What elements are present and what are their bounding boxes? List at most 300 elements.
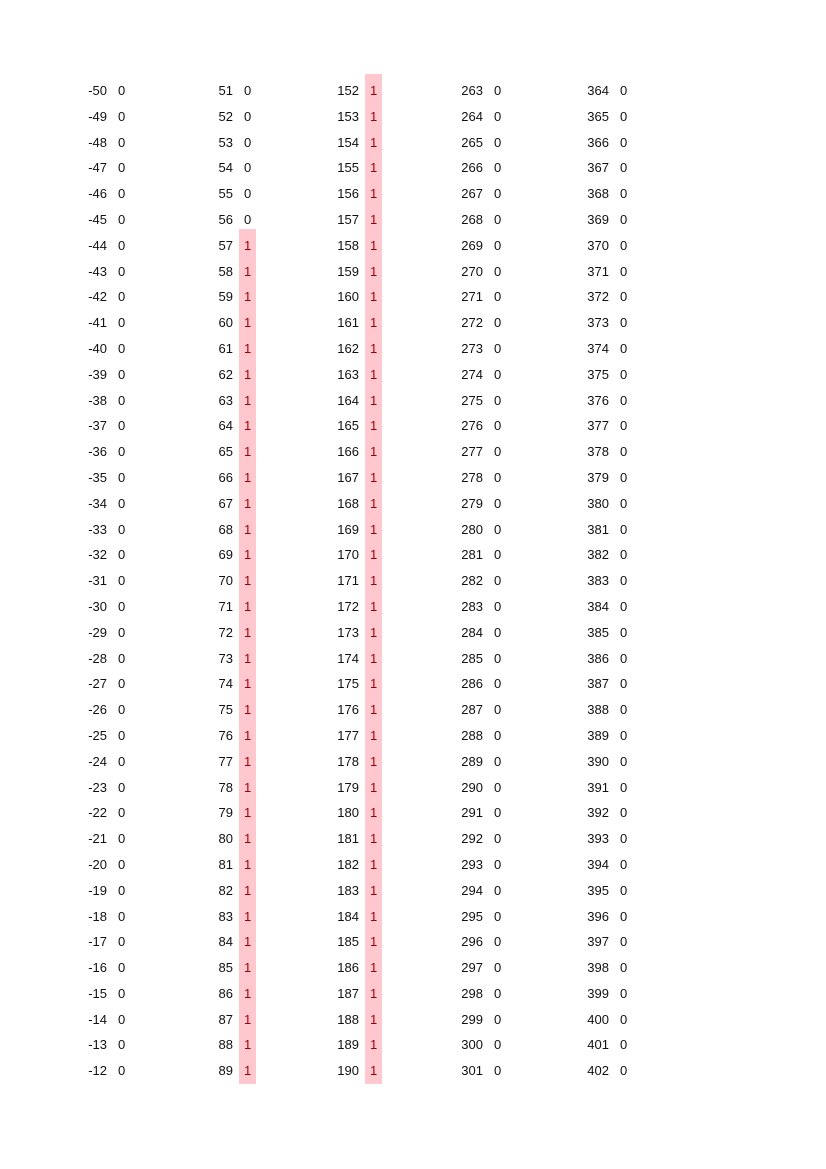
- row-number: 368: [587, 186, 609, 202]
- table-row: [202, 284, 262, 310]
- row-value: 1: [365, 155, 382, 181]
- table-row: [578, 284, 638, 310]
- row-number: -21: [88, 831, 107, 847]
- row-number: 279: [461, 495, 483, 511]
- table-row: [202, 1032, 262, 1058]
- row-number: 58: [218, 263, 233, 279]
- table-row: [328, 233, 388, 259]
- row-number: 160: [337, 289, 359, 305]
- table-row: [578, 1032, 638, 1058]
- table-row: [578, 981, 638, 1007]
- row-value: 1: [239, 826, 256, 852]
- row-number: -14: [88, 1011, 107, 1027]
- table-row: [328, 155, 388, 181]
- table-row: [578, 439, 638, 465]
- table-row: [202, 981, 262, 1007]
- row-value: 1: [239, 1032, 256, 1058]
- table-row: [452, 517, 512, 543]
- table-row: [578, 1007, 638, 1033]
- table-row: [452, 800, 512, 826]
- table-row: [76, 800, 136, 826]
- row-value: 0: [118, 856, 126, 872]
- table-row: [452, 104, 512, 130]
- row-number: 86: [218, 985, 233, 1001]
- row-value: 1: [239, 284, 256, 310]
- row-value: 0: [494, 186, 502, 202]
- row-value: 1: [239, 646, 256, 672]
- row-value: 0: [494, 315, 502, 331]
- row-number: -23: [88, 779, 107, 795]
- table-row: [202, 104, 262, 130]
- row-value: 1: [365, 749, 382, 775]
- row-value: 0: [244, 83, 252, 98]
- row-number: 79: [218, 805, 233, 821]
- row-number: 64: [218, 418, 233, 434]
- row-value: 0: [118, 211, 126, 227]
- table-row: [76, 104, 136, 130]
- table-row: [202, 413, 262, 439]
- row-value: 1: [365, 233, 382, 259]
- row-number: -44: [88, 237, 107, 253]
- row-number: 178: [337, 753, 359, 769]
- row-number: 292: [461, 831, 483, 847]
- table-row: [328, 284, 388, 310]
- row-number: 65: [218, 444, 233, 460]
- row-number: -18: [88, 908, 107, 924]
- row-number: -31: [88, 573, 107, 589]
- row-number: 52: [218, 108, 233, 124]
- row-value: 0: [494, 1011, 502, 1027]
- table-row: [202, 155, 262, 181]
- row-value: 1: [239, 568, 256, 594]
- table-row: [452, 78, 512, 104]
- row-number: 274: [461, 366, 483, 382]
- row-number: -28: [88, 650, 107, 666]
- row-value: 0: [244, 108, 252, 124]
- table-row: [578, 542, 638, 568]
- table-row: [202, 904, 262, 930]
- row-value: 0: [118, 753, 126, 769]
- row-value: 0: [494, 624, 502, 640]
- row-number: -29: [88, 624, 107, 640]
- row-number: 87: [218, 1011, 233, 1027]
- table-row: [452, 233, 512, 259]
- row-value: 0: [494, 573, 502, 589]
- row-value: 1: [365, 130, 382, 156]
- row-value: 0: [620, 779, 628, 795]
- row-number: 190: [337, 1063, 359, 1079]
- row-value: 0: [118, 702, 126, 718]
- row-number: 70: [218, 573, 233, 589]
- table-row: [76, 929, 136, 955]
- table-row: [452, 1032, 512, 1058]
- row-number: -20: [88, 856, 107, 872]
- table-row: [76, 542, 136, 568]
- row-number: 379: [587, 469, 609, 485]
- row-value: 1: [239, 542, 256, 568]
- row-value: 0: [118, 805, 126, 821]
- row-value: 1: [365, 775, 382, 801]
- row-value: 0: [620, 340, 628, 356]
- row-number: 171: [337, 573, 359, 589]
- row-value: 0: [620, 289, 628, 305]
- row-value: 0: [118, 650, 126, 666]
- table-row: [578, 878, 638, 904]
- row-value: 1: [365, 362, 382, 388]
- row-value: 0: [620, 315, 628, 331]
- row-value: 0: [494, 211, 502, 227]
- row-number: 400: [587, 1011, 609, 1027]
- row-number: 185: [337, 934, 359, 950]
- table-row: [76, 697, 136, 723]
- table-row: [202, 439, 262, 465]
- row-number: -42: [88, 289, 107, 305]
- table-row: [578, 181, 638, 207]
- row-number: 270: [461, 263, 483, 279]
- row-value: 1: [365, 981, 382, 1007]
- row-value: 0: [118, 934, 126, 950]
- row-value: 0: [118, 985, 126, 1001]
- table-row: [76, 336, 136, 362]
- table-row: [328, 78, 388, 104]
- table-row: [76, 749, 136, 775]
- row-number: 301: [461, 1063, 483, 1079]
- row-value: 0: [494, 160, 502, 176]
- row-number: 156: [337, 186, 359, 202]
- row-number: 161: [337, 315, 359, 331]
- row-number: 82: [218, 882, 233, 898]
- table-row: [452, 671, 512, 697]
- table-row: [452, 155, 512, 181]
- row-value: 0: [494, 650, 502, 666]
- row-number: 401: [587, 1037, 609, 1053]
- table-row: [328, 491, 388, 517]
- row-value: 0: [118, 960, 126, 976]
- row-number: 389: [587, 727, 609, 743]
- row-number: 75: [218, 702, 233, 718]
- row-value: 0: [620, 83, 628, 98]
- row-number: 287: [461, 702, 483, 718]
- table-row: [202, 878, 262, 904]
- row-value: 0: [494, 908, 502, 924]
- table-row: [202, 78, 262, 104]
- table-row: [76, 362, 136, 388]
- row-value: 0: [244, 211, 252, 227]
- row-number: 397: [587, 934, 609, 950]
- row-value: 0: [620, 186, 628, 202]
- table-row: [452, 181, 512, 207]
- row-number: 60: [218, 315, 233, 331]
- row-value: 0: [620, 1011, 628, 1027]
- row-number: 388: [587, 702, 609, 718]
- table-row: [578, 259, 638, 285]
- table-row: [578, 104, 638, 130]
- row-value: 1: [365, 207, 382, 233]
- row-number: 172: [337, 598, 359, 614]
- row-value: 0: [118, 882, 126, 898]
- table-row: [452, 594, 512, 620]
- table-row: [452, 465, 512, 491]
- table-row: [578, 491, 638, 517]
- table-row: [76, 1007, 136, 1033]
- row-value: 1: [365, 1007, 382, 1033]
- row-number: 398: [587, 960, 609, 976]
- table-row: [328, 207, 388, 233]
- row-number: 188: [337, 1011, 359, 1027]
- row-number: 184: [337, 908, 359, 924]
- table-row: [328, 130, 388, 156]
- table-row: [328, 852, 388, 878]
- row-value: 1: [239, 1058, 256, 1084]
- row-number: 392: [587, 805, 609, 821]
- table-row: [452, 646, 512, 672]
- table-row: [76, 465, 136, 491]
- row-number: 291: [461, 805, 483, 821]
- row-number: -38: [88, 392, 107, 408]
- row-value: 0: [494, 108, 502, 124]
- table-row: [328, 465, 388, 491]
- table-row: [76, 207, 136, 233]
- row-number: 297: [461, 960, 483, 976]
- table-row: [578, 620, 638, 646]
- row-value: 0: [494, 83, 502, 98]
- table-row: [328, 981, 388, 1007]
- table-row: [452, 852, 512, 878]
- row-number: 273: [461, 340, 483, 356]
- row-number: 77: [218, 753, 233, 769]
- table-row: [202, 671, 262, 697]
- row-number: 399: [587, 985, 609, 1001]
- table-row: [452, 413, 512, 439]
- table-row: [452, 310, 512, 336]
- row-value: 1: [365, 826, 382, 852]
- row-number: 396: [587, 908, 609, 924]
- row-value: 0: [494, 1037, 502, 1053]
- row-number: 373: [587, 315, 609, 331]
- row-number: 382: [587, 547, 609, 563]
- row-value: 0: [118, 108, 126, 124]
- row-value: 0: [118, 598, 126, 614]
- row-number: 393: [587, 831, 609, 847]
- table-row: [328, 568, 388, 594]
- table-row: [202, 181, 262, 207]
- row-value: 0: [244, 134, 252, 150]
- row-value: 0: [118, 237, 126, 253]
- row-number: 158: [337, 237, 359, 253]
- row-number: 59: [218, 289, 233, 305]
- table-row: [578, 207, 638, 233]
- row-number: 266: [461, 160, 483, 176]
- row-number: 177: [337, 727, 359, 743]
- table-row: [202, 362, 262, 388]
- table-row: [76, 181, 136, 207]
- table-row: [452, 723, 512, 749]
- row-value: 0: [620, 856, 628, 872]
- table-row: [578, 517, 638, 543]
- row-number: 282: [461, 573, 483, 589]
- row-value: 1: [239, 1007, 256, 1033]
- table-row: [578, 130, 638, 156]
- row-value: 0: [620, 108, 628, 124]
- row-value: 1: [239, 775, 256, 801]
- row-value: 1: [239, 362, 256, 388]
- row-value: 0: [118, 727, 126, 743]
- row-value: 0: [494, 444, 502, 460]
- row-value: 0: [118, 779, 126, 795]
- row-number: 377: [587, 418, 609, 434]
- table-row: [202, 594, 262, 620]
- row-number: 300: [461, 1037, 483, 1053]
- row-number: 51: [218, 83, 233, 98]
- table-row: [76, 671, 136, 697]
- table-row: [452, 697, 512, 723]
- table-row: [328, 749, 388, 775]
- row-value: 1: [365, 620, 382, 646]
- table-row: [452, 284, 512, 310]
- row-value: 0: [620, 727, 628, 743]
- row-number: -12: [88, 1063, 107, 1079]
- row-value: 1: [239, 749, 256, 775]
- row-number: -48: [88, 134, 107, 150]
- row-number: 163: [337, 366, 359, 382]
- row-number: 381: [587, 521, 609, 537]
- table-row: [452, 542, 512, 568]
- table-row: [202, 929, 262, 955]
- row-value: 1: [239, 439, 256, 465]
- table-row: [452, 388, 512, 414]
- row-number: 80: [218, 831, 233, 847]
- table-row: [452, 904, 512, 930]
- row-number: 370: [587, 237, 609, 253]
- row-value: 0: [118, 624, 126, 640]
- row-number: 56: [218, 211, 233, 227]
- row-number: 174: [337, 650, 359, 666]
- row-value: 0: [620, 573, 628, 589]
- table-row: [578, 1058, 638, 1084]
- table-row: [578, 749, 638, 775]
- row-number: 267: [461, 186, 483, 202]
- row-number: 182: [337, 856, 359, 872]
- row-number: 294: [461, 882, 483, 898]
- row-number: 181: [337, 831, 359, 847]
- row-number: -13: [88, 1037, 107, 1053]
- row-number: 271: [461, 289, 483, 305]
- row-value: 1: [239, 955, 256, 981]
- table-row: [76, 491, 136, 517]
- row-number: 157: [337, 211, 359, 227]
- row-number: 290: [461, 779, 483, 795]
- table-row: [578, 671, 638, 697]
- row-value: 0: [620, 547, 628, 563]
- table-row: [76, 878, 136, 904]
- table-row: [328, 362, 388, 388]
- row-number: 164: [337, 392, 359, 408]
- table-row: [452, 568, 512, 594]
- row-value: 0: [494, 676, 502, 692]
- table-row: [328, 439, 388, 465]
- row-value: 1: [365, 697, 382, 723]
- row-number: -45: [88, 211, 107, 227]
- row-value: 0: [620, 624, 628, 640]
- row-number: 375: [587, 366, 609, 382]
- row-value: 0: [494, 779, 502, 795]
- table-row: [76, 852, 136, 878]
- row-number: 299: [461, 1011, 483, 1027]
- row-number: 183: [337, 882, 359, 898]
- row-value: 0: [118, 495, 126, 511]
- table-row: [578, 233, 638, 259]
- table-row: [76, 620, 136, 646]
- table-row: [452, 826, 512, 852]
- row-number: 281: [461, 547, 483, 563]
- row-number: 395: [587, 882, 609, 898]
- table-row: [578, 775, 638, 801]
- row-value: 1: [239, 800, 256, 826]
- table-row: [578, 362, 638, 388]
- table-row: [328, 723, 388, 749]
- row-number: 89: [218, 1063, 233, 1079]
- row-number: 166: [337, 444, 359, 460]
- table-row: [578, 336, 638, 362]
- row-value: 1: [365, 852, 382, 878]
- table-row: [452, 955, 512, 981]
- table-row: [202, 336, 262, 362]
- row-value: 1: [239, 594, 256, 620]
- row-number: 162: [337, 340, 359, 356]
- row-number: 88: [218, 1037, 233, 1053]
- row-value: 1: [239, 259, 256, 285]
- row-number: -34: [88, 495, 107, 511]
- row-number: -19: [88, 882, 107, 898]
- row-value: 0: [118, 547, 126, 563]
- row-number: -30: [88, 598, 107, 614]
- table-row: [202, 852, 262, 878]
- row-value: 0: [620, 366, 628, 382]
- table-row: [76, 439, 136, 465]
- table-row: [328, 646, 388, 672]
- row-number: 180: [337, 805, 359, 821]
- table-row: [328, 620, 388, 646]
- row-value: 1: [365, 594, 382, 620]
- row-value: 0: [494, 598, 502, 614]
- table-row: [202, 310, 262, 336]
- row-number: -47: [88, 160, 107, 176]
- row-number: 272: [461, 315, 483, 331]
- row-value: 1: [239, 517, 256, 543]
- table-row: [578, 413, 638, 439]
- table-row: [578, 646, 638, 672]
- row-value: 0: [494, 727, 502, 743]
- row-number: 62: [218, 366, 233, 382]
- table-row: [202, 233, 262, 259]
- row-value: 0: [118, 469, 126, 485]
- row-value: 0: [494, 289, 502, 305]
- table-row: [202, 568, 262, 594]
- row-number: -17: [88, 934, 107, 950]
- table-row: [328, 878, 388, 904]
- row-value: 0: [494, 805, 502, 821]
- table-row: [76, 517, 136, 543]
- row-number: 387: [587, 676, 609, 692]
- table-row: [578, 155, 638, 181]
- row-number: 179: [337, 779, 359, 795]
- table-row: [202, 620, 262, 646]
- row-number: 386: [587, 650, 609, 666]
- row-number: 63: [218, 392, 233, 408]
- row-number: 175: [337, 676, 359, 692]
- row-value: 0: [118, 676, 126, 692]
- row-value: 0: [118, 263, 126, 279]
